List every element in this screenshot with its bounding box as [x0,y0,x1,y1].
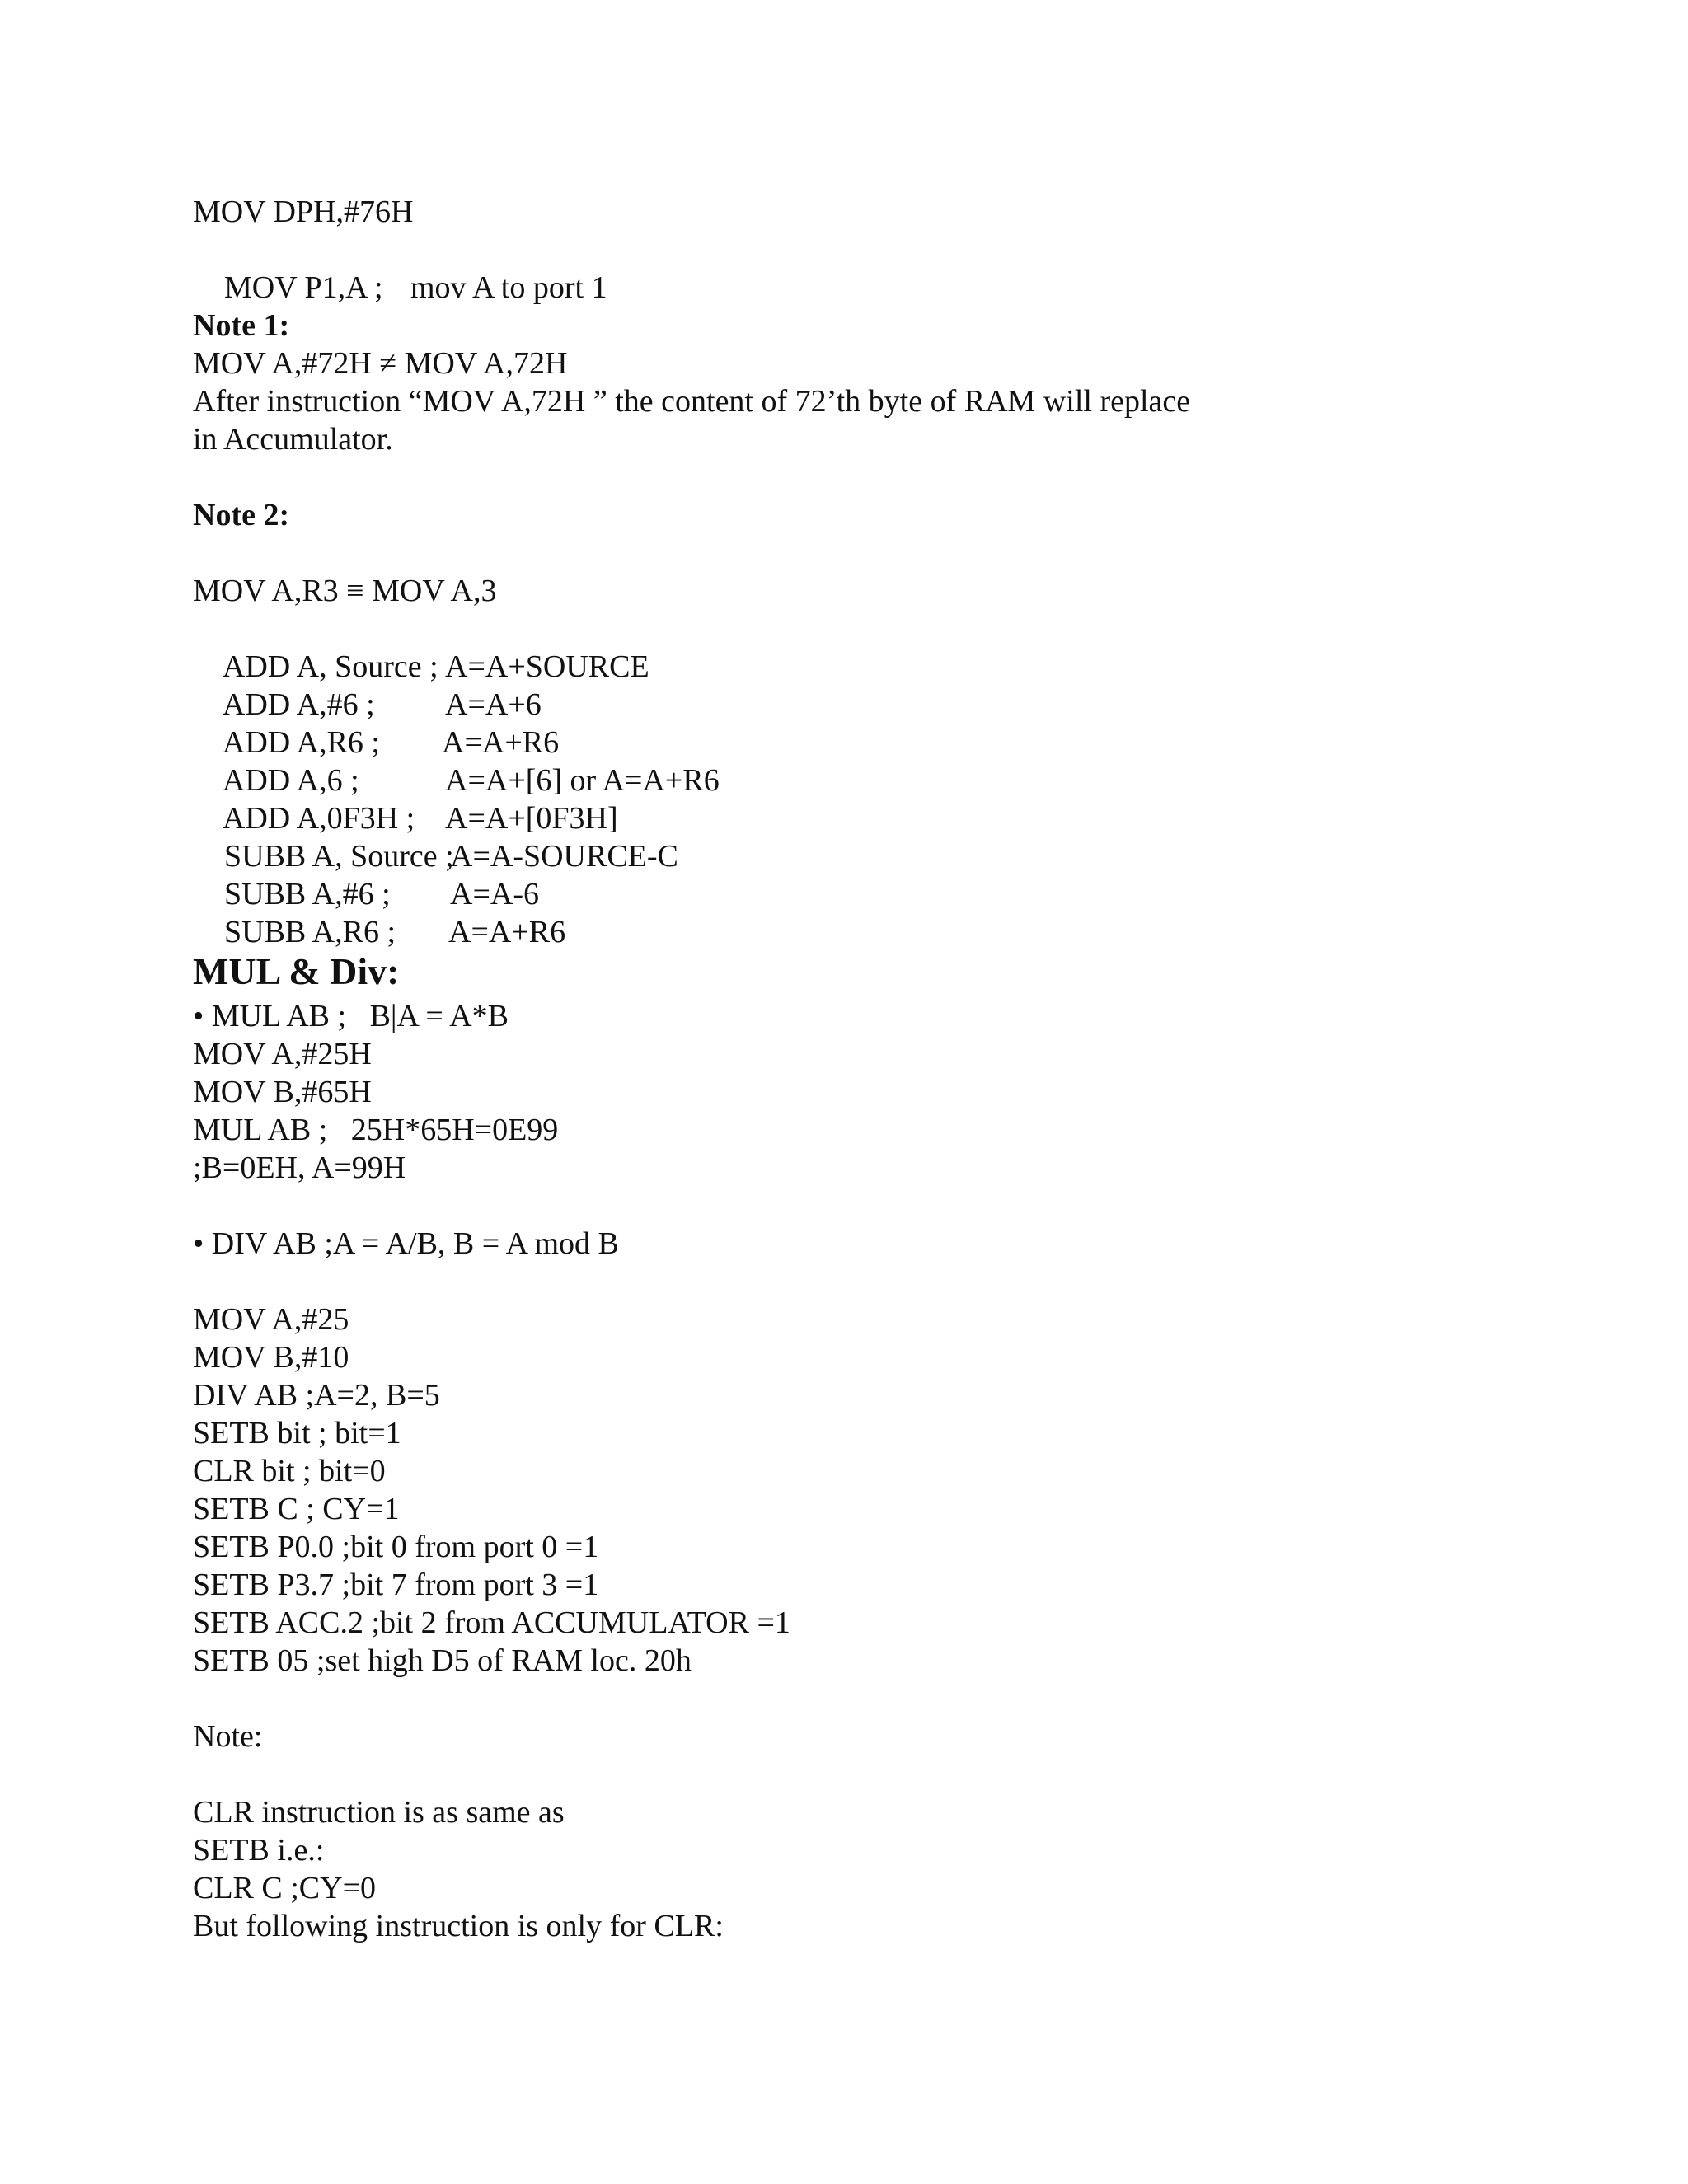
code-line: MOV B,#65H [193,1075,372,1109]
code-line: SETB C ; CY=1 [193,1492,400,1526]
code-line: SETB P0.0 ;bit 0 from port 0 =1 [193,1530,599,1564]
note-2-heading: Note 2: [193,498,290,532]
paragraph-line: After instruction “MOV A,72H ” the content of 72’th byte of RAM will replace [193,384,1191,419]
code-comment: A=A+R6 [442,725,560,760]
code-line: MUL AB ; 25H*65H=0E99 [193,1113,559,1147]
paragraph-line: But following instruction is only for CLR: [193,1909,724,1943]
paragraph-line: in Accumulator. [193,422,393,457]
code-line: SETB ACC.2 ;bit 2 from ACCUMULATOR =1 [193,1605,790,1640]
code-line: MOV B,#10 [193,1340,349,1375]
code-line: • MUL AB ; B|A = A*B [193,999,509,1033]
code-instruction: ADD A, Source ; [222,649,438,684]
code-line: SETB 05 ;set high D5 of RAM loc. 20h [193,1643,692,1678]
paragraph-line: SETB i.e.: [193,1833,325,1868]
note-1-heading: Note 1: [193,308,290,343]
code-comment: A=A-6 [450,877,539,912]
code-comment: A=A+[0F3H] [445,801,618,836]
code-comment: mov A to port 1 [410,270,607,305]
code-instruction: SUBB A,#6 ; [224,877,391,912]
code-line: CLR C ;CY=0 [193,1871,377,1905]
code-comment: A=A+[6] or A=A+R6 [445,763,720,798]
code-instruction: ADD A,6 ; [222,763,359,798]
code-instruction: ADD A,#6 ; [222,687,375,722]
code-line: MOV A,#25 [193,1302,349,1337]
note-label: Note: [193,1719,263,1754]
code-line: ;B=0EH, A=99H [193,1151,406,1185]
code-line: MOV A,R3 ≡ MOV A,3 [193,574,497,608]
code-instruction: MOV P1,A ; [224,270,383,305]
code-line: CLR bit ; bit=0 [193,1454,386,1488]
code-instruction: SUBB A, Source ; [224,839,454,874]
code-comment: A=A+R6 [448,915,566,949]
code-comment: A=A+SOURCE [445,649,649,684]
code-line: SETB P3.7 ;bit 7 from port 3 =1 [193,1568,599,1602]
code-comment: A=A-SOURCE-C [450,839,678,874]
code-line: MOV A,#25H [193,1037,372,1071]
code-instruction: ADD A,0F3H ; [222,801,415,836]
code-comment: A=A+6 [445,687,542,722]
code-instruction: SUBB A,R6 ; [224,915,396,949]
code-line: DIV AB ;A=2, B=5 [193,1378,440,1413]
code-line: MOV A,#72H ≠ MOV A,72H [193,346,568,381]
code-line: • DIV AB ;A = A/B, B = A mod B [193,1226,619,1261]
code-line: SETB bit ; bit=1 [193,1416,401,1451]
mul-div-heading: MUL & Div: [193,950,400,992]
code-instruction: ADD A,R6 ; [222,725,380,760]
paragraph-line: CLR instruction is as same as [193,1795,565,1830]
code-line: MOV DPH,#76H [193,194,414,229]
